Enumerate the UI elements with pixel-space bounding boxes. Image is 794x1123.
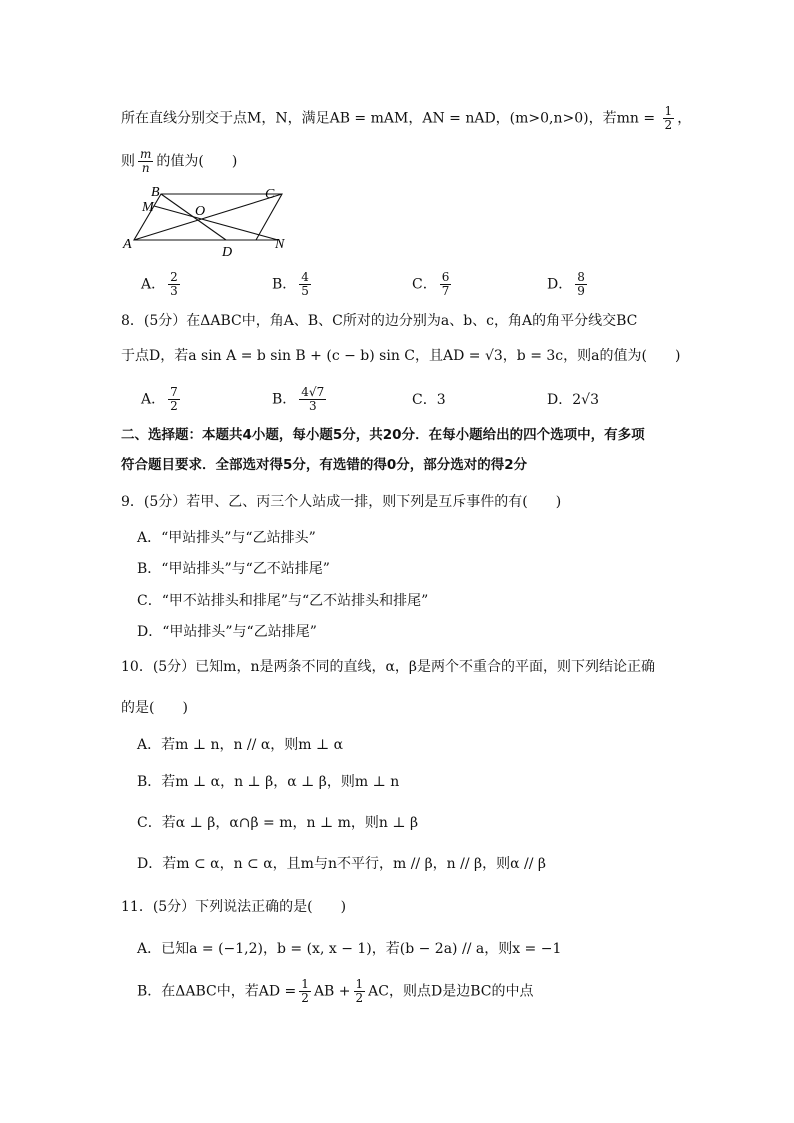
label-d: D [222,245,233,260]
q8-option-d[interactable] [547,390,599,410]
option-label: A． [141,391,166,408]
fraction-numerator: m [140,147,152,161]
fraction-denominator: n [141,161,150,175]
option-fraction [575,271,587,298]
q7-line1-text: 所在直线分别交于点M，N，满足AB = mAM，AN = nAD，(m>0,n>0)，若mn = [121,110,656,127]
fraction-denominator: 3 [308,399,317,413]
q8-option-b[interactable] [272,386,329,413]
label-b: B [151,185,160,200]
q8-line-2: 于点D，若a sin A = b sin B + (c − b) sin C，且AD = √3，b = 3c，则a的值为( ) [121,348,681,364]
fraction-denominator: 3 [170,284,178,298]
fraction-numerator: 7 [170,385,178,399]
q7-option-a[interactable] [141,271,183,298]
q7-line-1 [121,105,691,132]
option-fraction [299,271,311,298]
q10-option-c[interactable]: C．若α ⊥ β，α∩β = m，n ⊥ m，则n ⊥ β [137,815,419,831]
option-value: 3 [436,392,446,408]
q10-option-b[interactable]: B．若m ⊥ α，n ⊥ β，α ⊥ β，则m ⊥ n [137,774,400,790]
fraction-denominator: 2 [170,399,178,413]
option-value: 2√3 [572,392,599,408]
q9-option-a[interactable]: A．“甲站排头”与“乙站排头” [137,530,316,546]
fraction-denominator: 2 [664,118,673,132]
q8-line-1: 8．(5分）在ΔABC中，角A、B、C所对的边分别为a、b、c，角A的角平分线交BC [121,313,638,329]
q10-option-d[interactable]: D．若m ⊂ α，n ⊂ α，且m与n不平行，m // β，n // β，则α // β [137,856,547,872]
half-fraction [354,978,366,1005]
option-fraction [440,271,452,298]
option-label: D． [547,392,573,408]
option-label: B． [272,391,297,408]
half-fraction [299,978,311,1005]
fraction-numerator: 1 [301,977,309,991]
q11-option-b[interactable] [137,978,533,1005]
q8-option-c[interactable] [412,390,446,410]
fraction-denominator: 9 [577,284,585,298]
section-2-heading-line-2: 符合题目要求．全部选对得5分，有选错的得0分，部分选对的得2分 [121,457,528,473]
q7-m-over-n [138,148,153,175]
q7-line1-end: ， [677,110,692,127]
option-label: A． [141,276,166,293]
option-label: C． [412,392,437,408]
fraction-numerator: 8 [577,270,585,284]
label-c: C [265,187,275,202]
q10-line-1: 10．(5分）已知m，n是两条不同的直线，α，β是两个不重合的平面，则下列结论正确 [121,659,656,675]
label-n: N [275,237,285,252]
q11-option-a[interactable]: A．已知a = (−1,2)，b = (x, x − 1)，若(b − 2a) // a，则x = −1 [137,941,562,957]
label-a: A [123,237,132,252]
q10-option-a[interactable]: A．若m ⊥ n，n // α，则m ⊥ α [137,737,344,753]
option-text-part: AC，则点D是边BC的中点 [368,983,534,1000]
option-fraction [299,386,326,413]
q7-option-b[interactable] [272,271,314,298]
q7-parallelogram-figure [115,180,300,260]
fraction-numerator: 6 [441,270,450,284]
q9-stem: 9．(5分）若甲、乙、丙三个人站成一排，则下列是互斥事件的有( ) [121,494,562,510]
option-fraction [168,386,180,413]
q7-option-d[interactable] [547,271,590,298]
option-label: D． [547,276,573,293]
q7-option-c[interactable] [412,271,454,298]
label-m: M [142,200,154,215]
q7-line-2 [121,148,237,175]
q11-stem: 11．(5分）下列说法正确的是( ) [121,899,347,915]
option-label: B． [272,276,297,293]
fraction-denominator: 2 [355,991,364,1005]
fraction-numerator: 1 [664,104,673,118]
q7-mn-fraction [663,105,675,132]
fraction-numerator: 2 [170,270,178,284]
q8-option-a[interactable] [141,386,183,413]
fraction-denominator: 2 [301,991,309,1005]
q9-option-d[interactable]: D．“甲站排头”与“乙站排尾” [137,624,317,640]
q9-option-b[interactable]: B．“甲站排头”与“乙不站排尾” [137,561,330,577]
fraction-denominator: 7 [441,284,450,298]
line-mn [154,206,278,240]
q10-line-2: 的是( ) [121,700,188,716]
option-label: C． [412,276,437,293]
fraction-numerator: 4 [301,270,309,284]
fraction-numerator: 4√7 [301,385,325,399]
fraction-denominator: 5 [301,284,309,298]
q9-option-c[interactable]: C．“甲不站排头和排尾”与“乙不站排头和排尾” [137,593,429,609]
option-text-part: B．在ΔABC中，若AD = [137,983,297,1000]
option-fraction [168,271,180,298]
fraction-numerator: 1 [355,977,364,991]
section-2-heading-line-1: 二、选择题：本题共4小题，每小题5分，共20分．在每小题给出的四个选项中，有多项 [121,427,645,443]
q7-line2-suffix: 的值为( ) [156,153,238,170]
label-o: O [195,204,206,219]
option-text-part: AB + [313,983,351,1000]
q7-line2-prefix: 则 [121,153,135,170]
